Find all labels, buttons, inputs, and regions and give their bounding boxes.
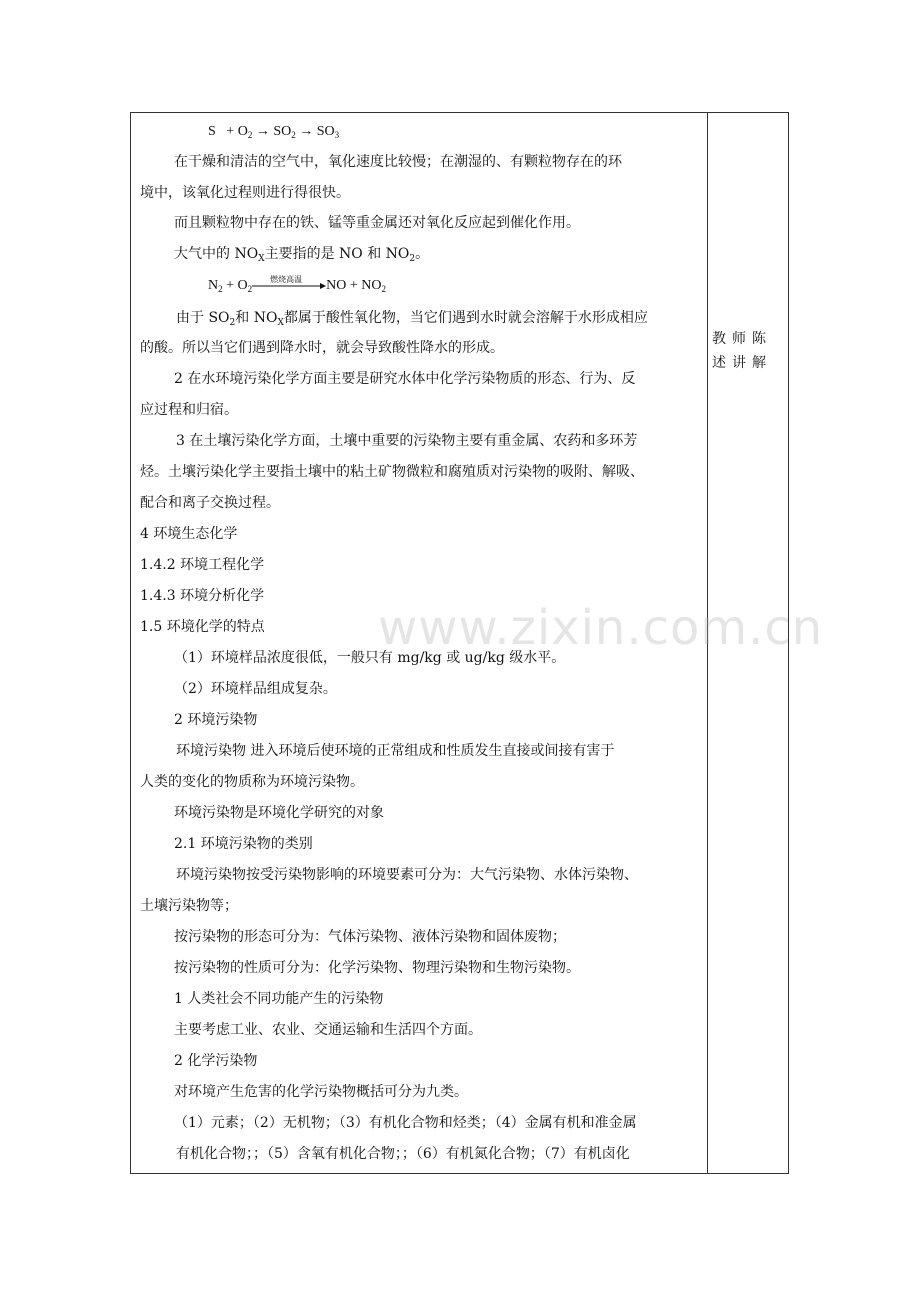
section-heading: 2 化学污染物 bbox=[174, 1053, 258, 1069]
teaching-method-note bbox=[712, 327, 788, 375]
formula-subscript: 2 bbox=[247, 284, 253, 294]
paragraph: 境中，该氧化过程则进行得很快。 bbox=[140, 185, 350, 201]
section-heading: 2.1 环境污染物的类别 bbox=[174, 836, 313, 852]
paragraph: 按污染物的形态可分为：气体污染物、液体污染物和固体废物； bbox=[174, 929, 566, 945]
paragraph: 的酸。所以当它们遇到降水时，就会导致酸性降水的形成。 bbox=[140, 340, 504, 356]
formula-subscript: 2 bbox=[218, 284, 223, 294]
arrow-icon: → bbox=[255, 124, 270, 139]
formula-term: O bbox=[237, 278, 248, 293]
section-heading: 4 环境生态化学 bbox=[140, 526, 238, 542]
paragraph: 2 在水环境污染化学方面主要是研究水体中化学污染物质的形态、行为、反 bbox=[174, 371, 636, 387]
side-note-line: 教师陈 bbox=[712, 331, 772, 347]
formula-term: O bbox=[237, 124, 248, 139]
paragraph: 主要考虑工业、农业、交通运输和生活四个方面。 bbox=[174, 1022, 482, 1038]
long-arrow-icon bbox=[252, 282, 326, 290]
formula-operator: + bbox=[226, 124, 235, 139]
text: 都属于酸性氧化物，当它们遇到水时就会溶解于水形成相应 bbox=[283, 310, 648, 326]
text: 由于 SO bbox=[176, 310, 230, 326]
side-note-line: 述讲解 bbox=[712, 355, 772, 371]
paragraph: 环境污染物按受污染物影响的环境要素可分为：大气污染物、水体污染物、 bbox=[176, 867, 638, 883]
formula-subscript: 2 bbox=[291, 130, 296, 140]
paragraph: 土壤污染物等； bbox=[140, 898, 238, 914]
paragraph: 应过程和归宿。 bbox=[140, 402, 238, 418]
formula-subscript: 2 bbox=[229, 318, 236, 328]
paragraph: 在干燥和清洁的空气中，氧化速度比较慢；在潮湿的、有颗粒物存在的环 bbox=[174, 154, 622, 170]
formula-subscript: 2 bbox=[247, 130, 253, 140]
paragraph: 配合和离子交换过程。 bbox=[140, 495, 280, 511]
section-heading: 1.5 环境化学的特点 bbox=[140, 619, 265, 635]
section-heading: 1 人类社会不同功能产生的污染物 bbox=[174, 991, 384, 1007]
section-heading: 2 环境污染物 bbox=[174, 712, 258, 728]
formula-nitrogen-oxidation bbox=[208, 276, 386, 296]
paragraph: 人类的变化的物质称为环境污染物。 bbox=[140, 774, 364, 790]
paragraph: 环境污染物是环境化学研究的对象 bbox=[174, 805, 384, 821]
list-item: （2）环境样品组成复杂。 bbox=[174, 681, 337, 697]
formula-term: NO bbox=[326, 278, 347, 293]
formula-sulfur-oxidation bbox=[208, 122, 339, 142]
section-heading: 1.4.2 环境工程化学 bbox=[140, 557, 265, 573]
formula-operator: + bbox=[349, 278, 358, 293]
text: 主要指的是 NO 和 NO bbox=[264, 246, 410, 262]
arrow-icon: → bbox=[299, 124, 314, 139]
paragraph: 烃。土壤污染化学主要指土壤中的粘土矿物微粒和腐殖质对污染物的吸附、解吸、 bbox=[140, 464, 644, 480]
formula-subscript: 2 bbox=[409, 254, 416, 264]
paragraph: 按污染物的性质可分为：化学污染物、物理污染物和生物污染物。 bbox=[174, 960, 580, 976]
paragraph-acid bbox=[176, 308, 648, 328]
formula-subscript: X bbox=[277, 318, 284, 328]
formula-subscript: X bbox=[258, 254, 265, 264]
paragraph: 而且颗粒物中存在的铁、锰等重金属还对氧化反应起到催化作用。 bbox=[174, 215, 580, 231]
paragraph: 环境污染物 进入环境后使环境的正常组成和性质发生直接或间接有害于 bbox=[176, 743, 615, 759]
text: 和 NO bbox=[235, 310, 278, 326]
reaction-arrow bbox=[252, 275, 326, 290]
list-item: （1）元素；（2）无机物；（3）有机化合物和烃类；（4）金属有机和准金属 bbox=[174, 1115, 637, 1131]
list-item: 有机化合物；；（5）含氧有机化合物；；（6）有机氮化合物；（7）有机卤化 bbox=[176, 1146, 630, 1162]
formula-term: S bbox=[208, 124, 216, 139]
reaction-condition: 燃烧高温 bbox=[270, 275, 303, 284]
formula-term: SO bbox=[316, 124, 335, 139]
text: 大气中的 NO bbox=[174, 246, 259, 262]
watermark: www.zixin.com.cn bbox=[378, 600, 824, 656]
formula-term: N bbox=[208, 278, 219, 293]
paragraph: 3 在土壤污染化学方面，土壤中重要的污染物主要有重金属、农药和多环芳 bbox=[176, 433, 638, 449]
formula-operator: + bbox=[226, 278, 235, 293]
formula-subscript: 3 bbox=[334, 130, 340, 140]
text: 。 bbox=[415, 246, 430, 262]
formula-term: NO bbox=[361, 278, 382, 293]
formula-subscript: 2 bbox=[381, 284, 387, 294]
paragraph-nox bbox=[174, 244, 429, 264]
paragraph: 对环境产生危害的化学污染物概括可分为九类。 bbox=[174, 1084, 468, 1100]
list-item: （1）环境样品浓度很低，一般只有 mg/kg 或 ug/kg 级水平。 bbox=[174, 650, 566, 666]
section-heading: 1.4.3 环境分析化学 bbox=[140, 588, 265, 604]
formula-term: SO bbox=[273, 124, 292, 139]
